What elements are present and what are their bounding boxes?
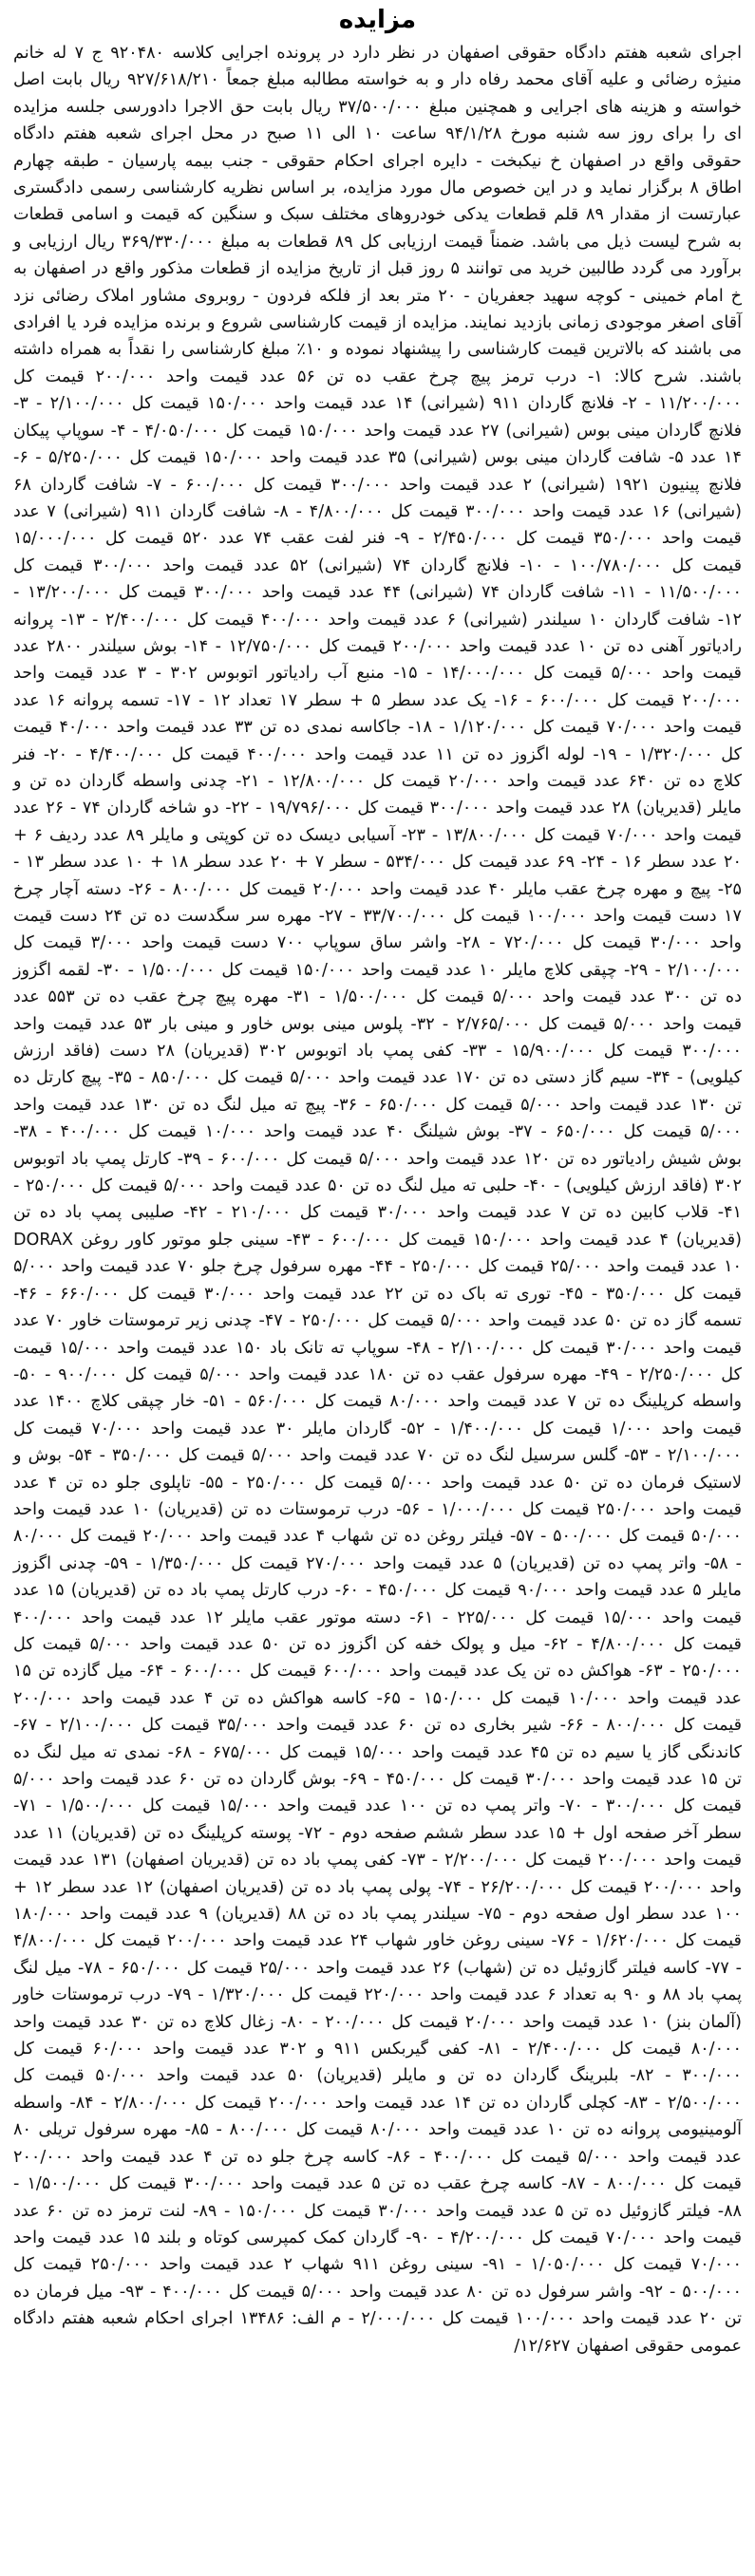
notice-body-text: اجرای شعبه هفتم دادگاه حقوقی اصفهان در نظر دارد در پرونده اجرایی کلاسه ۹۲۰۴۸۰ ج ۷ له خانم منیژه رضائی و علیه آقای محمد رفاه دار و به خواسته مطالبه مبلغ جمعاً ۹۲۷/۶۱۸/۲۱۰ ریال بابت اصل خواسته و هزینه های اجرایی و همچنین مبلغ ۳۷/۵۰۰/۰۰۰ ریال بابت حق الاجرا دادورسی جلسه مزایده ای را برای روز سه شنبه مورخ ۹۴/۱/۲۸ ساعت ۱۰ الی ۱۱ صبح در محل اجرای شعبه هفتم دادگاه حقوقی واقع در اصفهان خ نیکبخت - دایره اجرای احکام حقوقی - جنب بیمه پارسیان - طبقه چهارم اطاق ۸ برگزار نماید و در این خصوص مال مورد مزایده، بر اساس نظریه کارشناسی رسمی دادگستری عبارتست از مقدار ۸۹ قلم قطعات یدکی خودروهای مختلف سبک و سنگین که قیمت و اسامی قطعات به شرح لیست ذیل می باشد. ضمناً قیمت ارزیابی کل ۸۹ قطعات به مبلغ ۳۶۹/۳۳۰/۰۰۰ ریال ارزیابی و برآورد می گردد طالبین خرید می توانند ۵ روز قبل از تاریخ مزایده از قطعات مذکور واقع در اصفهان به خ امام خمینی - کوچه سهید جعفریان - ۲۰ متر بعد از فلکه فردون - روبروی مشاور املاک رضائی نزد آقای اصغر موجودی زمانی بازدید نمایند. مزایده از قیمت کارشناسی شروع و برنده مزایده فرد یا افرادی می باشند که بالاترین قیمت کارشناسی را پیشنهاد نموده و ۱۰٪ مبلغ کارشناسی را نقداً به همراه داشته باشند. شرح کالا: ۱- درب ترمز پیچ چرخ عقب ده تن ۵۶ عدد قیمت واحد ۲۰۰/۰۰۰ قیمت کل ۱۱/۲۰۰/۰۰۰ - ۲- فلانچ گاردان ۹۱۱ (شیرانی) ۱۴ عدد قیمت واحد ۱۵۰/۰۰۰ قیمت کل ۲/۱۰۰/۰۰۰ - ۳- فلانچ گاردان مینی بوس (شیرانی) ۲۷ عدد قیمت واحد ۱۵۰/۰۰۰ قیمت کل ۴/۰۵۰/۰۰۰ - ۴- سوپاپ پیکان ۱۴ عدد ۵- شافت گاردان مینی بوس (شیرانی) ۳۵ عدد قیمت واحد ۱۵۰/۰۰۰ قیمت کل ۵/۲۵۰/۰۰۰ - ۶- فلانچ پینیون ۱۹۲۱ (شیرانی) ۲ عدد قیمت واحد ۳۰۰/۰۰۰ قیمت کل ۶۰۰/۰۰۰ - ۷- شافت گاردان ۶۸ (شیرانی) ۱۶ عدد قیمت واحد ۳۰۰/۰۰۰ قیمت کل ۴/۸۰۰/۰۰۰ - ۸- شافت گاردان ۹۱۱ (شیرانی) ۷ عدد قیمت واحد ۳۵۰/۰۰۰ قیمت کل ۲/۴۵۰/۰۰۰ - ۹- فنر لفت عقب ۷۴ عدد ۵۲۰ قیمت کل ۱۵/۰۰۰/۰۰۰ قیمت کل ۱۰۰/۷۸۰/۰۰۰ - ۱۰- فلانچ گاردان ۷۴ (شیرانی) ۵۲ عدد قیمت واحد ۳۰۰/۰۰۰ قیمت کل ۱۱/۵۰۰/۰۰۰ - ۱۱- شافت گاردان ۷۴ (شیرانی) ۴۴ عدد قیمت واحد ۳۰۰/۰۰۰ قیمت کل ۱۳/۲۰۰/۰۰۰ - ۱۲- شافت گاردان ۱۰ سیلندر (شیرانی) ۶ عدد قیمت واحد ۴۰۰/۰۰۰ قیمت کل ۲/۴۰۰/۰۰۰ - ۱۳- پروانه رادیاتور آهنی ده تن ۱۰ عدد قیمت واحد ۲۰۰/۰۰۰ قیمت کل ۱۲/۷۵۰/۰۰۰ - ۱۴- بوش سیلندر ۲۸۰۰ عدد قیمت واحد ۵/۰۰۰ قیمت کل ۱۴/۰۰۰/۰۰۰ - ۱۵- منبع آب رادیاتور اتوبوس ۳۰۲ - ۳ عدد قیمت واحد ۲۰۰/۰۰۰ قیمت کل ۶۰۰/۰۰۰ - ۱۶- یک عدد سطر ۵ + سطر ۱۷ تعداد ۱۲ - ۱۷- تسمه پروانه ۱۶ عدد قیمت واحد ۷۰/۰۰۰ قیمت کل ۱/۱۲۰/۰۰۰ - ۱۸- جاکاسه نمدی ده تن ۳۳ عدد قیمت واحد ۴۰/۰۰۰ قیمت کل ۱/۳۲۰/۰۰۰ - ۱۹- لوله اگزوز ده تن ۱۱ عدد قیمت واحد ۴۰۰/۰۰۰ قیمت کل ۴/۴۰۰/۰۰۰ - ۲۰- فنر کلاچ ده تن ۶۴۰ عدد قیمت واحد ۲۰/۰۰۰ قیمت کل ۱۲/۸۰۰/۰۰۰ - ۲۱- چدنی واسطه گاردان ده تن و مایلر (قدیریان) ۲۸ عدد قیمت واحد ۳۰۰/۰۰۰ قیمت کل ۱۹/۷۹۶/۰۰۰ - ۲۲- دو شاخه گاردان ۷۴ - ۲۶ عدد قیمت واحد ۷۰/۰۰۰ قیمت کل ۱۳/۸۰۰/۰۰۰ - ۲۳- آسیابی دیسک ده تن کوپتی و مایلر ۸۹ عدد ردیف ۶ + ۲۰ عدد سطر ۱۶ - ۲۴- ۶۹ عدد قیمت کل ۵۳۴/۰۰۰ - سطر ۷ + ۲۰ عدد سطر ۱۸ + ۱۰ عدد سطر ۱۳ - ۲۵- پیچ و مهره چرخ عقب مایلر ۴۰ عدد قیمت واحد ۲۰/۰۰۰ قیمت کل ۸۰۰/۰۰۰ - ۲۶- دسته آچار چرخ ۱۷ دست قیمت واحد ۱۰۰/۰۰۰ قیمت کل ۳۳/۷۰۰/۰۰۰ - ۲۷- مهره سر سگدست ده تن ۲۴ دست قیمت واحد ۳۰/۰۰۰ قیمت کل ۷۲۰/۰۰۰ - ۲۸- واشر ساق سوپاپ ۷۰۰ دست قیمت واحد ۳/۰۰۰ قیمت کل ۲/۱۰۰/۰۰۰ - ۲۹- چپقی کلاچ مایلر ۱۰ عدد قیمت واحد ۱۵۰/۰۰۰ قیمت کل ۱/۵۰۰/۰۰۰ - ۳۰- لقمه اگزوز ده تن ۳۰۰ عدد قیمت واحد ۵/۰۰۰ قیمت کل ۱/۵۰۰/۰۰۰ - ۳۱- مهره پیچ چرخ عقب ده تن ۵۵۳ عدد قیمت واحد ۵/۰۰۰ قیمت کل ۲/۷۶۵/۰۰۰ - ۳۲- پلوس مینی بوس خاور و مینی بار ۵۳ عدد قیمت واحد ۳۰۰/۰۰۰ قیمت کل ۱۵/۹۰۰/۰۰۰ - ۳۳- کفی پمپ باد اتوبوس ۳۰۲ (قدیریان) ۲۸ دست (فاقد ارزش کیلویی) - ۳۴- سیم گاز دستی ده تن ۱۷۰ عدد قیمت واحد ۵/۰۰۰ قیمت کل ۸۵۰/۰۰۰ - ۳۵- پیچ کارتل ده تن ۱۳۰ عدد قیمت واحد ۵/۰۰۰ قیمت کل ۶۵۰/۰۰۰ - ۳۶- پیچ ته میل لنگ ده تن ۱۳۰ عدد قیمت واحد ۵/۰۰۰ قیمت کل ۶۵۰/۰۰۰ - ۳۷- بوش شیلنگ ۴۰ عدد قیمت واحد ۱۰/۰۰۰ قیمت کل ۴۰۰/۰۰۰ - ۳۸- بوش شیش رادیاتور ده تن ۱۲۰ عدد قیمت واحد ۵/۰۰۰ قیمت کل ۶۰۰/۰۰۰ - ۳۹- کارتل پمپ باد اتوبوس ۳۰۲ (فاقد ارزش کیلویی) - ۴۰- حلبی ته میل لنگ ده تن ۵۰ عدد قیمت واحد ۵/۰۰۰ قیمت کل ۲۵۰/۰۰۰ - ۴۱- قلاب کابین ده تن ۷ عدد قیمت واحد ۳۰/۰۰۰ قیمت کل ۲۱۰/۰۰۰ - ۴۲- صلیبی پمپ باد ده تن (قدیریان) ۴ عدد قیمت واحد ۱۵۰/۰۰۰ قیمت کل ۶۰۰/۰۰۰ - ۴۳- سینی جلو موتور کاور روغن DORAX ۱۰ عدد قیمت واحد ۲۵/۰۰۰ قیمت کل ۲۵۰/۰۰۰ - ۴۴- مهره سرفول چرخ جلو ۷۰ عدد قیمت واحد ۵/۰۰۰ قیمت کل ۳۵۰/۰۰۰ - ۴۵- توری ته باک ده تن ۲۲ عدد قیمت واحد ۳۰/۰۰۰ قیمت کل ۶۶۰/۰۰۰ - ۴۶- تسمه گاز ده تن ۵۰ عدد قیمت واحد ۵/۰۰۰ قیمت کل ۲۵۰/۰۰۰ - ۴۷- چدنی زیر ترموستات خاور ۷۰ عدد قیمت واحد ۳۰/۰۰۰ قیمت کل ۲/۱۰۰/۰۰۰ - ۴۸- سوپاپ ته تانک باد ۱۵۰ عدد قیمت واحد ۱۵/۰۰۰ قیمت کل ۲/۲۵۰/۰۰۰ - ۴۹- مهره سرفول عقب ده تن ۱۸۰ عدد قیمت واحد ۵/۰۰۰ قیمت کل ۹۰۰/۰۰۰ - ۵۰- واسطه کرپلینگ ده تن ۷ عدد قیمت واحد ۸۰/۰۰۰ قیمت کل ۵۶۰/۰۰۰ - ۵۱- خار چپقی کلاچ ۱۴۰۰ عدد قیمت واحد ۱/۰۰۰ قیمت کل ۱/۴۰۰/۰۰۰ - ۵۲- گاردان مایلر ۳۰ عدد قیمت واحد ۷۰/۰۰۰ قیمت کل ۲/۱۰۰/۰۰۰ - ۵۳- گلس سرسیل لنگ ده تن ۷۰ عدد قیمت واحد ۵/۰۰۰ قیمت کل ۳۵۰/۰۰۰ - ۵۴- بوش و لاستیک فرمان ده تن ۵۰ عدد قیمت واحد ۵/۰۰۰ قیمت کل ۲۵۰/۰۰۰ - ۵۵- تاپلوی جلو ده تن ۴ عدد قیمت واحد ۲۵۰/۰۰۰ قیمت کل ۱/۰۰۰/۰۰۰ - ۵۶- درب ترموستات ده تن (قدیریان) ۱۰ عدد قیمت واحد ۵۰/۰۰۰ قیمت کل ۵۰۰/۰۰۰ - ۵۷- فیلتر روغن ده تن شهاب ۴ عدد قیمت واحد ۲۰/۰۰۰ قیمت کل ۸۰/۰۰۰ - ۵۸- واتر پمپ ده تن (قدیریان) ۵ عدد قیمت واحد ۲۷۰/۰۰۰ قیمت کل ۱/۳۵۰/۰۰۰ - ۵۹- چدنی اگزوز مایلر ۵ عدد قیمت واحد ۹۰/۰۰۰ قیمت کل ۴۵۰/۰۰۰ - ۶۰- درب کارتل پمپ باد ده تن (قدیریان) ۱۵ عدد قیمت واحد ۱۵/۰۰۰ قیمت کل ۲۲۵/۰۰۰ - ۶۱- دسته موتور عقب مایلر ۱۲ عدد قیمت واحد ۴۰۰/۰۰۰ قیمت کل ۴/۸۰۰/۰۰۰ - ۶۲- میل و پولک خفه کن اگزوز ده تن ۵۰ عدد قیمت واحد ۵/۰۰۰ قیمت کل ۲۵۰/۰۰۰ - ۶۳- هواکش ده تن یک عدد قیمت واحد ۶۰۰/۰۰۰ قیمت کل ۶۰۰/۰۰۰ - ۶۴- میل گازده تن ۱۵ عدد قیمت واحد ۱۰/۰۰۰ قیمت کل ۱۵۰/۰۰۰ - ۶۵- کاسه هواکش ده تن ۴ عدد قیمت واحد ۲۰۰/۰۰۰ قیمت کل ۸۰۰/۰۰۰ - ۶۶- شیر بخاری ده تن ۶۰ عدد قیمت واحد ۳۵/۰۰۰ قیمت کل ۲/۱۰۰/۰۰۰ - ۶۷- کاندنگی گاز یا سیم ده تن ۴۵ عدد قیمت واحد ۱۵/۰۰۰ قیمت کل ۶۷۵/۰۰۰ - ۶۸- نمدی ته میل لنگ ده تن ۱۵ عدد قیمت واحد ۳۰/۰۰۰ قیمت کل ۴۵۰/۰۰۰ - ۶۹- بوش گاردان ده تن ۶۰ عدد قیمت واحد ۵/۰۰۰ قیمت کل ۳۰۰/۰۰۰ - ۷۰- واتر پمپ ده تن ۱۰۰ عدد قیمت واحد ۱۵/۰۰۰ قیمت کل ۱/۵۰۰/۰۰۰ - ۷۱- سطر آخر صفحه اول + ۱۵ عدد سطر ششم صفحه دوم - ۷۲- پوسته کرپلینگ ده تن (قدیریان) ۱۱ عدد قیمت واحد ۲۰۰/۰۰۰ قیمت کل ۲/۲۰۰/۰۰۰ - ۷۳- کفی پمپ باد ده تن (قدیریان اصفهان) ۱۳۱ عدد قیمت واحد ۲۰۰/۰۰۰ قیمت کل ۲۶/۲۰۰/۰۰۰ - ۷۴- پولی پمپ باد ده تن (قدیریان اصفهان) ۱۲ عدد سطر ۱۲ + ۱۰۰ عدد سطر اول صفحه دوم - ۷۵- سیلندر پمپ باد ده تن ۸۸ (قدیریان) ۹ عدد قیمت واحد ۱۸۰/۰۰۰ قیمت کل ۱/۶۲۰/۰۰۰ - ۷۶- سینی روغن خاور شهاب ۲۴ عدد قیمت واحد ۲۰۰/۰۰۰ قیمت کل ۴/۸۰۰/۰۰۰ - ۷۷- کاسه فیلتر گازوئیل ده تن (شهاب) ۲۶ عدد قیمت واحد ۲۵/۰۰۰ قیمت کل ۶۵۰/۰۰۰ - ۷۸- میل لنگ پمپ باد ۸۸ و ۹۰ به تعداد ۶ عدد قیمت واحد ۲۲۰/۰۰۰ قیمت کل ۱/۳۲۰/۰۰۰ - ۷۹- درب ترموستات خاور (آلمان بنز) ۱۰ عدد قیمت واحد ۲۰/۰۰۰ قیمت کل ۲۰۰/۰۰۰ - ۸۰- زغال کلاچ ده تن ۳۰ عدد قیمت واحد ۸۰/۰۰۰ قیمت کل ۲/۴۰۰/۰۰۰ - ۸۱- کفی گیربکس ۹۱۱ و ۳۰۲ عدد قیمت واحد ۶۰/۰۰۰ قیمت کل ۳۰۰/۰۰۰ - ۸۲- بلبرینگ گاردان ده تن و مایلر (قدیریان) ۵۰ عدد قیمت واحد ۵۰/۰۰۰ قیمت کل ۲/۵۰۰/۰۰۰ - ۸۳- کچلی گاردان ده تن ۱۴ عدد قیمت واحد ۲۰۰/۰۰۰ قیمت کل ۲/۸۰۰/۰۰۰ - ۸۴- واسطه آلومینیومی پروانه ده تن ۱۰ عدد قیمت واحد ۸۰/۰۰۰ قیمت کل ۸۰۰/۰۰۰ - ۸۵- مهره سرفول تریلی ۸۰ عدد قیمت واحد ۵/۰۰۰ قیمت کل ۴۰۰/۰۰۰ - ۸۶- کاسه چرخ جلو ده تن ۴ عدد قیمت واحد ۲۰۰/۰۰۰ قیمت کل ۸۰۰/۰۰۰ - ۸۷- کاسه چرخ عقب ده تن ۵ عدد قیمت واحد ۳۰۰/۰۰۰ قیمت کل ۱/۵۰۰/۰۰۰ - ۸۸- فیلتر گازوئیل ده تن ۵ عدد قیمت واحد ۳۰/۰۰۰ قیمت کل ۱۵۰/۰۰۰ - ۸۹- لنت ترمز ده تن ۶۰ عدد قیمت واحد ۷۰/۰۰۰ قیمت کل ۴/۲۰۰/۰۰۰ - ۹۰- گاردان کمک کمپرسی کوتاه و بلند ۱۵ عدد قیمت واحد ۷۰/۰۰۰ قیمت کل ۱/۰۵۰/۰۰۰ - ۹۱- سینی روغن ۹۱۱ شهاب ۲ عدد قیمت واحد ۲۵۰/۰۰۰ قیمت کل ۵۰۰/۰۰۰ - ۹۲- واشر سرفول ده تن ۸۰ عدد قیمت واحد ۵/۰۰۰ قیمت کل ۴۰۰/۰۰۰ - ۹۳- میل فرمان ده تن ۲۰ عدد قیمت واحد ۱۰۰/۰۰۰ قیمت کل ۲/۰۰۰/۰۰۰ - م الف: ۱۳۴۸۶ اجرای احکام شعبه هفتم دادگاه عمومی حقوقی اصفهان ۱۲/۶۲۷/	[13, 44, 743, 2356]
notice-heading: مزایده	[338, 6, 417, 34]
